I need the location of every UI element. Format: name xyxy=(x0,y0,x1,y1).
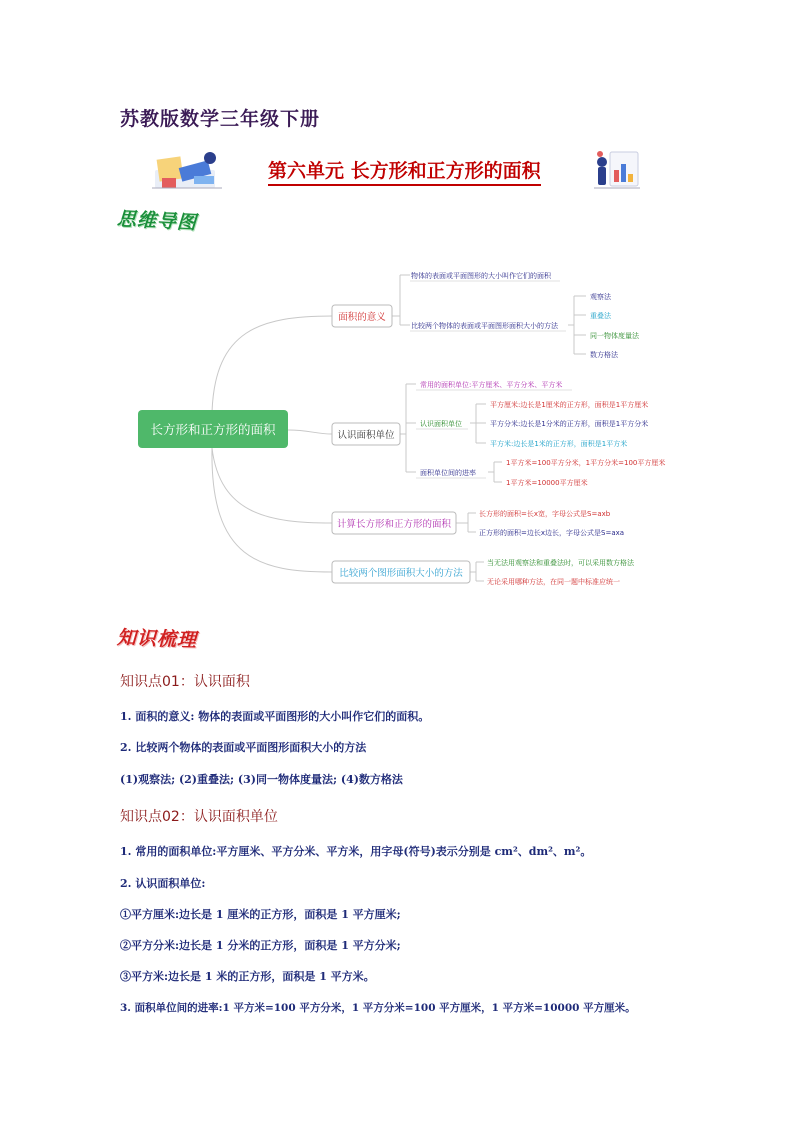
leaf-square-dm: 平方分米:边长是1分米的正方形，面积是1平方分米 xyxy=(490,420,649,428)
leaf-rectangle-formula: 长方形的面积=长x宽，字母公式是S=axb xyxy=(479,510,611,518)
leaf-rate-1: 1平方米=100平方分米，1平方分米=100平方厘米 xyxy=(506,459,666,467)
kp2-line-5: ③平方米:边长是 1 米的正方形，面积是 1 平方米。 xyxy=(120,970,375,983)
leaf-unit-rates: 面积单位间的进率 xyxy=(420,469,476,477)
kp1-line-1: 1. 面积的意义: 物体的表面或平面图形的大小叫作它们的面积。 xyxy=(120,710,430,723)
leaf-measurement: 同一物体度量法 xyxy=(590,332,639,340)
branch-compare-methods-label: 比较两个图形面积大小的方法 xyxy=(339,568,463,579)
kp2-title: 知识点02：认识面积单位 xyxy=(120,809,278,825)
unit-title: 第六单元 长方形和正方形的面积 xyxy=(268,156,541,186)
kp2-line-4: ②平方分米:边长是 1 分米的正方形，面积是 1 平方分米; xyxy=(120,939,401,952)
leaf-compare-methods: 比较两个物体的表面或平面图形面积大小的方法 xyxy=(411,322,558,330)
document-title: 苏教版数学三年级下册 xyxy=(120,108,321,130)
leaf-area-definition: 物体的表面或平面图形的大小叫作它们的面积 xyxy=(411,272,551,280)
leaf-know-units: 认识面积单位 xyxy=(420,420,462,428)
kp2-line-3: ①平方厘米:边长是 1 厘米的正方形，面积是 1 平方厘米; xyxy=(120,908,401,921)
branch-area-units-label: 认识面积单位 xyxy=(337,430,395,441)
leaf-same-standard: 无论采用哪种方法，在同一题中标准应统一 xyxy=(487,578,620,586)
branch-area-meaning-label: 面积的意义 xyxy=(338,312,386,323)
leaf-overlap: 重叠法 xyxy=(590,312,611,320)
kp2-line-1: 1. 常用的面积单位:平方厘米、平方分米、平方米，用字母(符号)表示分别是 cm²、dm²、m²。 xyxy=(120,845,592,858)
kp1-line-2: 2. 比较两个物体的表面或平面图形面积大小的方法 xyxy=(120,741,367,754)
kp1-title: 知识点01：认识面积 xyxy=(120,674,250,690)
leaf-rate-2: 1平方米=10000平方厘米 xyxy=(506,479,588,487)
kp1-line-3: (1)观察法; (2)重叠法; (3)同一物体度量法; (4)数方格法 xyxy=(120,773,403,786)
knowledge-heading: 知识梳理 xyxy=(116,626,198,652)
branch-calc-area-label: 计算长方形和正方形的面积 xyxy=(336,519,452,530)
leaf-observation: 观察法 xyxy=(590,293,611,301)
leaf-square-formula: 正方形的面积=边长x边长，字母公式是S=axa xyxy=(479,529,625,537)
leaf-square-m: 平方米:边长是1米的正方形，面积是1平方米 xyxy=(490,440,628,448)
kp2-line-6: 3. 面积单位间的进率:1 平方米=100 平方分米，1 平方分米=100 平方厘米，1 平方米=10000 平方厘米。 xyxy=(120,1002,636,1014)
leaf-use-grid: 当无法用观察法和重叠法时，可以采用数方格法 xyxy=(487,559,634,567)
mindmap-heading: 思维导图 xyxy=(116,207,198,235)
leaf-common-units: 常用的面积单位:平方厘米、平方分米、平方米 xyxy=(420,381,563,389)
kp2-line-2: 2. 认识面积单位: xyxy=(120,877,206,890)
leaf-grid-count: 数方格法 xyxy=(590,351,618,359)
mindmap-root-label: 长方形和正方形的面积 xyxy=(150,422,276,437)
leaf-square-cm: 平方厘米:边长是1厘米的正方形，面积是1平方厘米 xyxy=(490,401,649,409)
